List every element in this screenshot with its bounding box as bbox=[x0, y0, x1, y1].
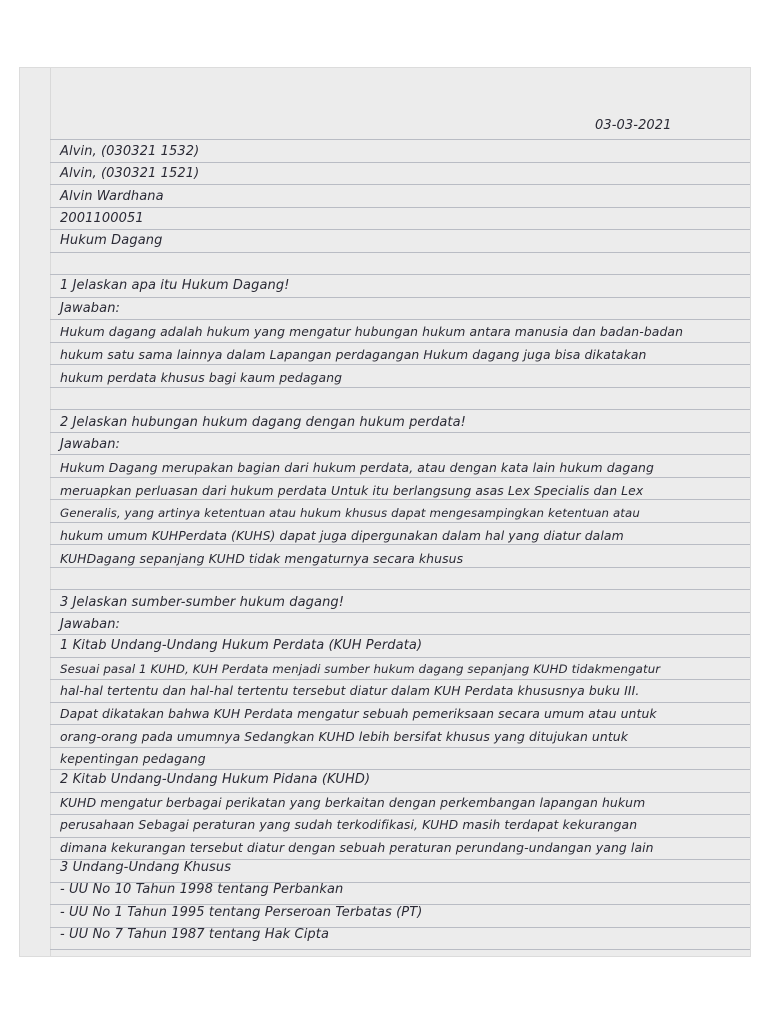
answer-1-line: Hukum dagang adalah hukum yang mengatur hubungan hukum antara manusia dan badan-badan bbox=[60, 324, 684, 339]
ruled-line bbox=[50, 139, 750, 140]
question-1: 1 Jelaskan apa itu Hukum Dagang! bbox=[60, 278, 290, 293]
answer-3-line: Dapat dikatakan bahwa KUH Perdata mengatur sebuah pemeriksaan secara umum atau untuk bbox=[60, 706, 657, 721]
header-line-1: Alvin, (030321 1532) bbox=[60, 144, 200, 159]
answer-2-line: meruapkan perluasan dari hukum perdata Untuk itu berlangsung asas Lex Specialis dan Lex bbox=[60, 483, 644, 498]
answer-3-line: - UU No 7 Tahun 1987 tentang Hak Cipta bbox=[60, 927, 330, 942]
question-2: 2 Jelaskan hubungan hukum dagang dengan hukum perdata! bbox=[60, 415, 466, 430]
answer-3-line: hal-hal tertentu dan hal-hal tertentu tersebut diatur dalam KUH Perdata khususnya buku III. bbox=[60, 683, 640, 698]
answer-label-1: Jawaban: bbox=[60, 301, 121, 316]
answer-3-line: - UU No 10 Tahun 1998 tentang Perbankan bbox=[60, 882, 344, 897]
student-id: 2001100051 bbox=[60, 211, 144, 226]
header-line-2: Alvin, (030321 1521) bbox=[60, 166, 200, 181]
answer-2-line: Generalis, yang artinya ketentuan atau hukum khusus dapat mengesampingkan ketentuan atau bbox=[60, 506, 640, 520]
ruled-line bbox=[50, 319, 750, 320]
ruled-line bbox=[50, 409, 750, 410]
page-date: 03-03-2021 bbox=[595, 118, 672, 133]
answer-3-line: 2 Kitab Undang-Undang Hukum Pidana (KUHD) bbox=[60, 772, 371, 787]
ruled-line bbox=[50, 297, 750, 298]
question-3: 3 Jelaskan sumber-sumber hukum dagang! bbox=[60, 595, 345, 610]
answer-2-line: Hukum Dagang merupakan bagian dari hukum perdata, atau dengan kata lain hukum dagang bbox=[60, 460, 654, 475]
answer-3-line: Sesuai pasal 1 KUHD, KUH Perdata menjadi sumber hukum dagang sepanjang KUHD tidakmengatur bbox=[60, 662, 661, 676]
notebook-page bbox=[20, 68, 750, 956]
answer-3-line: orang-orang pada umumnya Sedangkan KUHD lebih bersifat khusus yang ditujukan untuk bbox=[60, 729, 629, 744]
student-name: Alvin Wardhana bbox=[60, 189, 164, 204]
answer-2-line: hukum umum KUHPerdata (KUHS) dapat juga dipergunakan dalam hal yang diatur dalam bbox=[60, 528, 624, 543]
answer-3-line: perusahaan Sebagai peraturan yang sudah terkodifikasi, KUHD masih terdapat kekurangan bbox=[60, 817, 638, 832]
ruled-line bbox=[50, 589, 750, 590]
answer-3-line: KUHD mengatur berbagai perikatan yang berkaitan dengan perkembangan lapangan hukum bbox=[60, 795, 646, 810]
ruled-line bbox=[50, 252, 750, 253]
answer-3-line: kepentingan pedagang bbox=[60, 751, 206, 766]
answer-3-line: - UU No 1 Tahun 1995 tentang Perseroan Terbatas (PT) bbox=[60, 905, 423, 920]
answer-label-3: Jawaban: bbox=[60, 617, 121, 632]
subject-title: Hukum Dagang bbox=[60, 233, 163, 248]
answer-label-2: Jawaban: bbox=[60, 437, 121, 452]
answer-3-line: 3 Undang-Undang Khusus bbox=[60, 860, 232, 875]
answer-1-line: hukum satu sama lainnya dalam Lapangan perdagangan Hukum dagang juga bisa dikatakan bbox=[60, 347, 647, 362]
answer-3-line: 1 Kitab Undang-Undang Hukum Perdata (KUH Perdata) bbox=[60, 638, 423, 653]
answer-1-line: hukum perdata khusus bagi kaum pedagang bbox=[60, 370, 343, 385]
answer-2-line: KUHDagang sepanjang KUHD tidak mengaturnya secara khusus bbox=[60, 551, 464, 566]
answer-3-line: dimana kekurangan tersebut diatur dengan sebuah peraturan perundang-undangan yang lain bbox=[60, 840, 654, 855]
ruled-line bbox=[50, 949, 750, 950]
ruled-line bbox=[50, 454, 750, 455]
